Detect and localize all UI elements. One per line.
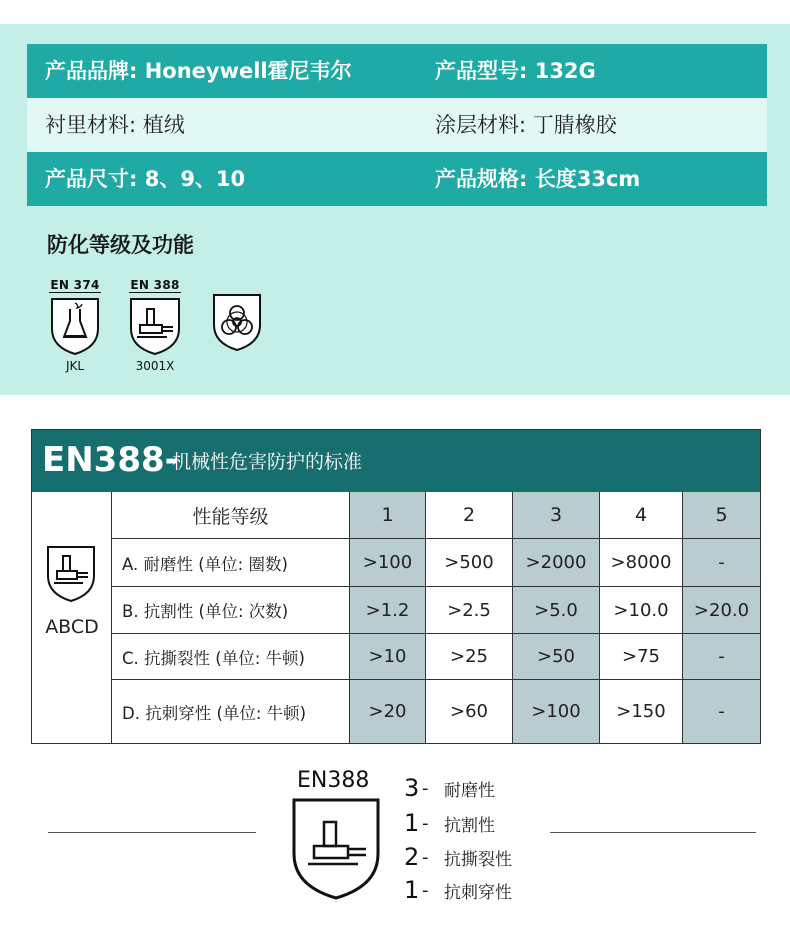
badge-en388-title: EN 388 [130, 278, 180, 292]
en388-code: EN388- [42, 440, 179, 480]
protection-heading: 防化等级及功能 [47, 233, 194, 257]
rating-tear-label: 抗撕裂性 [444, 849, 512, 870]
row-c-level-1: >10 [350, 634, 426, 680]
spec-row-size [27, 152, 767, 206]
spec-model: 产品型号: 132G [435, 59, 596, 83]
row-a-level-1: >100 [350, 539, 426, 587]
rating-puncture-label: 抗刺穿性 [444, 882, 512, 903]
row-d-level-2: >60 [426, 680, 513, 743]
row-b-level-1: >1.2 [350, 587, 426, 634]
level-3: 3 [513, 492, 600, 539]
row-d-level-1: >20 [350, 680, 426, 743]
badge-biohazard [208, 289, 266, 353]
rating-cut-value: 1 [404, 809, 420, 837]
row-b-level-4: >10.0 [600, 587, 683, 634]
rating-puncture-value: 1 [404, 876, 420, 904]
row-a-label: A. 耐磨性 (单位: 圈数) [112, 539, 350, 587]
badge-en374-code: JKL [65, 359, 85, 373]
level-5: 5 [683, 492, 760, 539]
level-header: 性能等级 [112, 492, 350, 539]
en388-description: 机械性危害防护的标准 [172, 451, 363, 473]
en388-table-header [32, 430, 760, 492]
row-c-level-5: - [683, 634, 760, 680]
level-1: 1 [350, 492, 426, 539]
badge-en374-title: EN 374 [50, 278, 100, 292]
level-2: 2 [426, 492, 513, 539]
rating-item-tear: 2 - 抗撕裂性 [404, 843, 512, 871]
product-spec-panel [0, 24, 790, 395]
spec-sizes: 产品尺寸: 8、9、10 [45, 167, 246, 191]
en388-standard-table [31, 429, 761, 744]
row-c-level-3: >50 [513, 634, 600, 680]
row-b-label: B. 抗割性 (单位: 次数) [112, 587, 350, 634]
rating-abrasion-value: 3 [404, 774, 420, 802]
level-4: 4 [600, 492, 683, 539]
badge-en374 [46, 274, 104, 373]
row-b-level-3: >5.0 [513, 587, 600, 634]
rating-code: EN388 [297, 768, 370, 793]
row-a-level-3: >2000 [513, 539, 600, 587]
row-a-level-2: >500 [426, 539, 513, 587]
row-b-level-5: >20.0 [683, 587, 760, 634]
chemical-flask-icon [48, 295, 102, 357]
spec-row-materials [27, 98, 767, 152]
hammer-icon [290, 796, 382, 902]
rating-abrasion-label: 耐磨性 [444, 780, 495, 801]
spec-lining: 衬里材料: 植绒 [45, 113, 185, 137]
hammer-icon [45, 544, 97, 604]
divider-left [48, 832, 256, 833]
row-d-level-3: >100 [513, 680, 600, 743]
row-c-label: C. 抗撕裂性 (单位: 牛顿) [112, 634, 350, 680]
spec-length: 产品规格: 长度33cm [435, 167, 641, 191]
spec-coating: 涂层材料: 丁腈橡胶 [435, 113, 617, 137]
rating-item-puncture: 1 - 抗刺穿性 [404, 876, 512, 904]
rating-cut-label: 抗割性 [444, 815, 495, 836]
row-a-level-4: >8000 [600, 539, 683, 587]
rating-item-abrasion: 3 - 耐磨性 [404, 774, 495, 802]
spec-brand: 产品品牌: Honeywell霍尼韦尔 [45, 59, 352, 83]
row-c-level-4: >75 [600, 634, 683, 680]
row-c-level-2: >25 [426, 634, 513, 680]
row-d-level-5: - [683, 680, 760, 743]
row-d-label: D. 抗刺穿性 (单位: 牛顿) [112, 680, 350, 743]
spec-row-brand-model [27, 44, 767, 98]
divider-right [550, 832, 756, 833]
biohazard-icon [210, 291, 264, 353]
badge-en388 [125, 274, 185, 373]
hammer-icon [127, 295, 183, 357]
row-b-level-2: >2.5 [426, 587, 513, 634]
row-a-level-5: - [683, 539, 760, 587]
abcd-label: ABCD [45, 616, 99, 638]
badge-en388-code: 3001X [135, 359, 175, 373]
rating-tear-value: 2 [404, 843, 420, 871]
rating-item-cut: 1 - 抗割性 [404, 809, 495, 837]
row-d-level-4: >150 [600, 680, 683, 743]
abcd-column [32, 492, 112, 743]
